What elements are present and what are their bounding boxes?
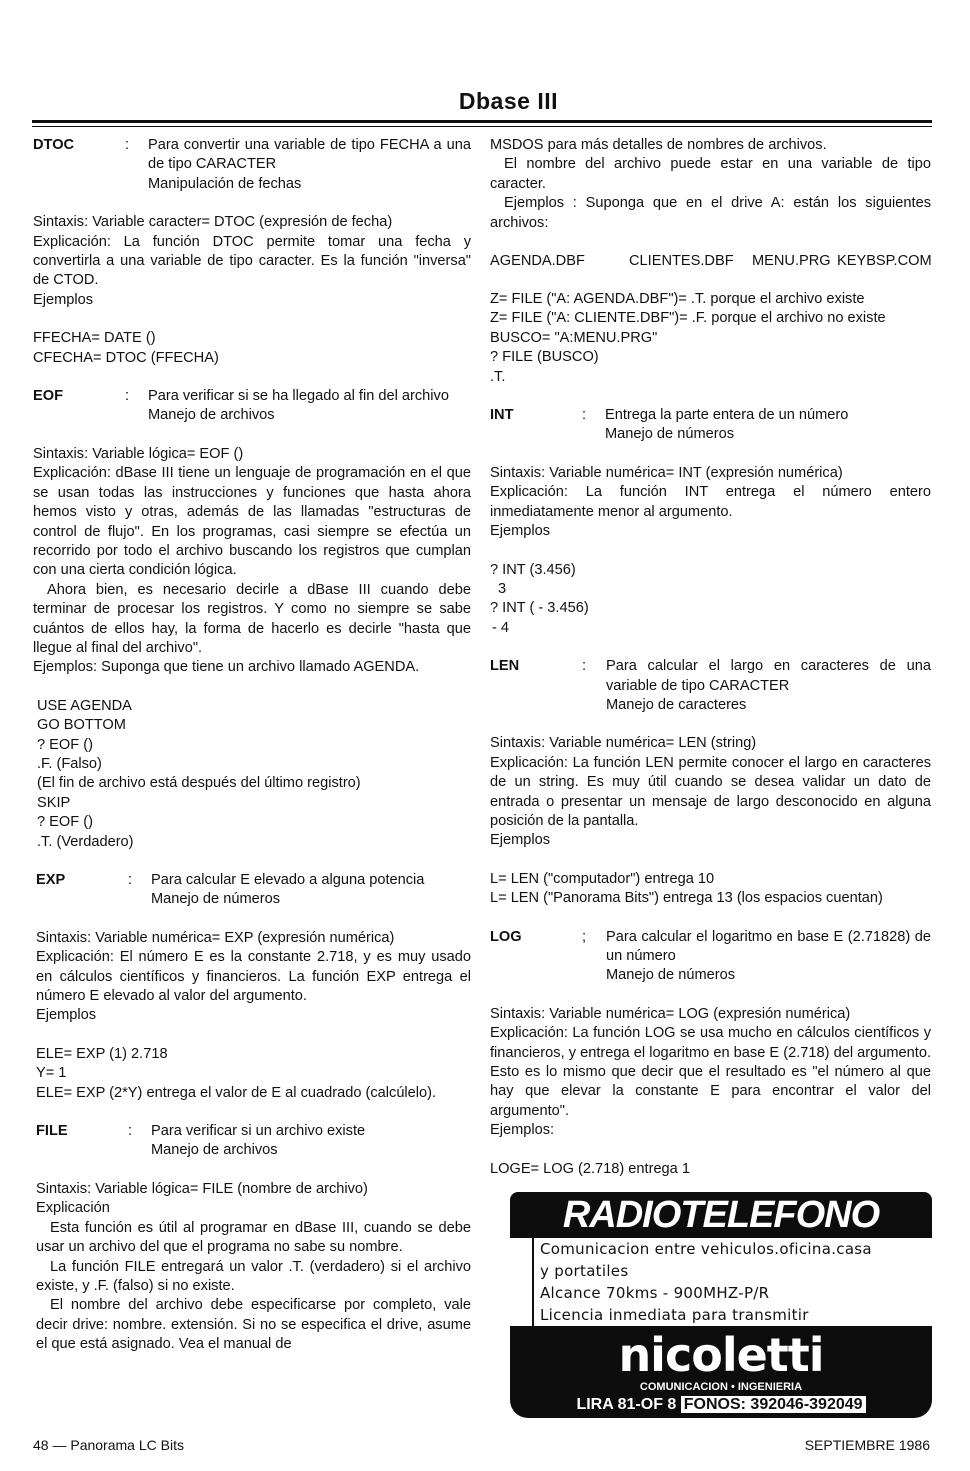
keyword-dtoc: DTOC (33, 137, 75, 153)
paragraph: Esta función es útil al programar en dBase III, cuando se debe usar un archivo del que el programa no sabe su nombre. (36, 1219, 471, 1256)
entry-desc: Para verificar si un archivo existe (151, 1123, 366, 1140)
entry-category: Manejo de números (606, 967, 735, 984)
ad-line: Comunicacion entre vehiculos.oficina.casa (540, 1240, 872, 1258)
header-rule (32, 120, 932, 123)
explanation: Explicación: La función DTOC permite tomar una fecha y convertirla a una variable de tipo caracter. Es la función "inversa" de CTOD. (33, 233, 471, 289)
keyword-int: INT (490, 407, 514, 424)
syntax: Sintaxis: Variable numérica= INT (expresión numérica) (490, 464, 843, 481)
entry-category: Manejo de archivos (151, 1142, 278, 1159)
footer-page-number: 48 — Panorama LC Bits (33, 1437, 184, 1453)
code-line: BUSCO= "A:MENU.PRG" (490, 329, 658, 346)
entry-category: Manejo de números (151, 891, 280, 908)
explanation: Explicación: La función INT entrega el número entero inmediatamente menor al argumento. (490, 484, 931, 520)
keyword-exp: EXP (36, 872, 66, 888)
explanation: Explicación: La función LOG se usa mucho en cálculos científicos y financieros, y entrega el logaritmo en base E (2.718) del argumento. Esto es lo mismo que decir que el resultado es "el número al que hay que elevar la constante E para encontrar el valor del argumento". (490, 1025, 931, 1119)
file-name: KEYBSP.COM (837, 253, 932, 270)
entry-category: Manejo de archivos (148, 407, 275, 424)
ad-phones: FONOS: 392046-392049 (681, 1396, 866, 1413)
entry-log (490, 928, 931, 986)
ad-line: Licencia inmediata para transmitir (540, 1306, 809, 1324)
entry-desc: Entrega la parte entera de un número (605, 407, 849, 424)
code-line: .F. (Falso) (37, 755, 102, 772)
colon: : (128, 1123, 133, 1140)
entry-dtoc (33, 136, 471, 194)
ad-tagline: COMUNICACION • INGENIERIA (639, 1381, 803, 1393)
paragraph: El nombre del archivo debe especificarse por completo, vale decir drive: nombre. extensión. Si no se especifica el drive, asume el que está asignado. Vea el manual de (36, 1297, 471, 1353)
keyword-log: LOG (490, 928, 522, 945)
examples-label: Ejemplos: (490, 1122, 555, 1139)
code-line: SKIP (37, 794, 71, 811)
paragraph: El nombre del archivo puede estar en una variable de tipo caracter. (490, 156, 931, 192)
entry-desc: Para verificar si se ha llegado al fin del archivo (148, 388, 449, 405)
entry-desc: Para calcular E elevado a alguna potencia (151, 872, 425, 888)
syntax: Sintaxis: Variable numérica= LEN (string) (490, 735, 757, 752)
file-name: CLIENTES.DBF (629, 253, 734, 270)
code-line: L= LEN ("Panorama Bits") entrega 13 (los espacios cuentan) (490, 890, 883, 907)
paragraph: Ahora bien, es necesario decirle a dBase III cuando debe terminar de procesar los registros. Y como no siempre se sabe cuántos de ellos hay, la forma de hacerlo es decirle "hasta que llegue al final del archivo". (33, 581, 471, 656)
code-line: ? FILE (BUSCO) (490, 349, 599, 366)
entry-exp (36, 871, 471, 910)
code-line: ELE= EXP (2*Y) entrega el valor de E al cuadrado (calcúlelo). (36, 1084, 437, 1101)
code-line: - 4 (492, 619, 510, 636)
explanation: Explicación: El número E es la constante 2.718, y es muy usado en cálculos científicos y financieros. La función EXP entrega el número E elevado al valor del argumento. (36, 949, 471, 1005)
explanation: Explicación: La función LEN permite conocer el largo en caracteres de un string. Es muy útil cuando se desea validar un dato de entrada o presentar un mensaje de largo desconocido en alguna posición de la pantalla. (490, 754, 931, 829)
left-column (33, 136, 471, 1355)
code-line: ? INT (3.456) (490, 561, 576, 578)
keyword-len: LEN (490, 658, 520, 675)
paragraph: La función FILE entregará un valor .T. (verdadero) si el archivo existe, y .F. (falso) si no existe. (36, 1258, 471, 1294)
code-line: GO BOTTOM (37, 717, 126, 734)
code-line: ELE= EXP (1) 2.718 (36, 1045, 168, 1062)
code-line: Z= FILE ("A: CLIENTE.DBF")= .F. porque el archivo no existe (490, 310, 886, 327)
colon: : (582, 407, 587, 424)
syntax: Sintaxis: Variable numérica= LOG (expresión numérica) (490, 1005, 851, 1022)
file-name: AGENDA.DBF (490, 253, 585, 270)
entry-desc: Para convertir una variable de tipo FECHA a una de tipo CARACTER (148, 137, 471, 173)
examples-label: Ejemplos (490, 523, 551, 540)
code-block (33, 697, 471, 852)
entry-category: Manejo de números (605, 426, 734, 443)
paragraph: MSDOS para más detalles de nombres de archivos. (490, 137, 827, 153)
ad-line: y portatiles (540, 1262, 629, 1280)
code-line: .T. (Verdadero) (37, 833, 134, 850)
file-list (490, 252, 931, 271)
code-line: (El fin de archivo está después del último registro) (37, 775, 361, 792)
code-line: LOGE= LOG (2.718) entrega 1 (490, 1160, 690, 1177)
file-name: MENU.PRG (752, 253, 831, 270)
ad-address: LIRA 81-OF 8 (576, 1396, 677, 1413)
advertisement (510, 1192, 932, 1418)
header-rule-thin (32, 126, 932, 127)
colon: : (582, 658, 587, 675)
code-line: 3 (498, 580, 507, 597)
code-line: ? EOF () (37, 814, 93, 831)
syntax: Sintaxis: Variable numérica= EXP (expresión numérica) (36, 929, 395, 946)
code-line: ? EOF () (37, 736, 93, 753)
code-line: .T. (490, 368, 506, 385)
ad-address-line (510, 1394, 932, 1416)
entry-category: Manejo de caracteres (606, 696, 747, 713)
page-title: Dbase III (458, 88, 558, 114)
colon: : (125, 137, 130, 153)
keyword-file: FILE (36, 1123, 68, 1140)
colon: ; (582, 928, 587, 945)
colon: : (125, 388, 130, 405)
syntax: Sintaxis: Variable lógica= EOF () (33, 445, 244, 462)
explanation-label: Explicación (36, 1200, 110, 1217)
footer-date: SEPTIEMBRE 1986 (804, 1437, 930, 1453)
ad-brand-block (510, 1326, 932, 1418)
code-line: ? INT ( - 3.456) (490, 600, 589, 617)
entry-eof (33, 387, 471, 426)
code-line: Y= 1 (36, 1065, 67, 1082)
keyword-eof: EOF (33, 388, 63, 405)
paragraph: Ejemplos : Suponga que en el drive A: están los siguientes archivos: (490, 195, 931, 231)
code-line: Z= FILE ("A: AGENDA.DBF")= .T. porque el archivo existe (490, 291, 865, 308)
entry-len (490, 657, 931, 715)
code-line: L= LEN ("computador") entrega 10 (490, 870, 715, 887)
ad-text-block (532, 1238, 934, 1326)
colon: : (128, 872, 133, 888)
entry-category: Manipulación de fechas (148, 175, 302, 192)
syntax: Sintaxis: Variable caracter= DTOC (expresión de fecha) (33, 214, 393, 231)
entry-file (36, 1122, 471, 1161)
ad-brand-logo: nicoletti (618, 1328, 824, 1382)
ad-line: Alcance 70kms - 900MHZ-P/R (540, 1284, 770, 1302)
code-line: FFECHA= DATE () (33, 330, 156, 347)
explanation: Explicación: dBase III tiene un lenguaje de programación en el que se usan todas las instrucciones y funciones que hasta ahora hemos visto y otras, además de las llamadas "estructuras de control de flujo". En los programas, casi siempre se efectúa un recorrido por todo el archivo buscando los registros que cumplan con una cierta condición lógica. (33, 465, 471, 579)
examples-label: Ejemplos (33, 291, 94, 308)
entry-desc: Para calcular el logaritmo en base E (2.71828) de un número (606, 928, 931, 964)
entry-int (490, 406, 931, 445)
syntax: Sintaxis: Variable lógica= FILE (nombre de archivo) (36, 1180, 368, 1197)
ad-headline: RADIOTELEFONO (510, 1192, 932, 1238)
right-column (490, 136, 931, 1179)
entry-desc: Para calcular el largo en caracteres de una variable de tipo CARACTER (606, 658, 931, 694)
examples-text: Ejemplos: Suponga que tiene un archivo llamado AGENDA. (33, 659, 420, 676)
examples-label: Ejemplos (490, 832, 551, 849)
code-line: CFECHA= DTOC (FFECHA) (33, 349, 219, 366)
examples-label: Ejemplos (36, 1007, 97, 1024)
code-line: USE AGENDA (37, 697, 132, 714)
